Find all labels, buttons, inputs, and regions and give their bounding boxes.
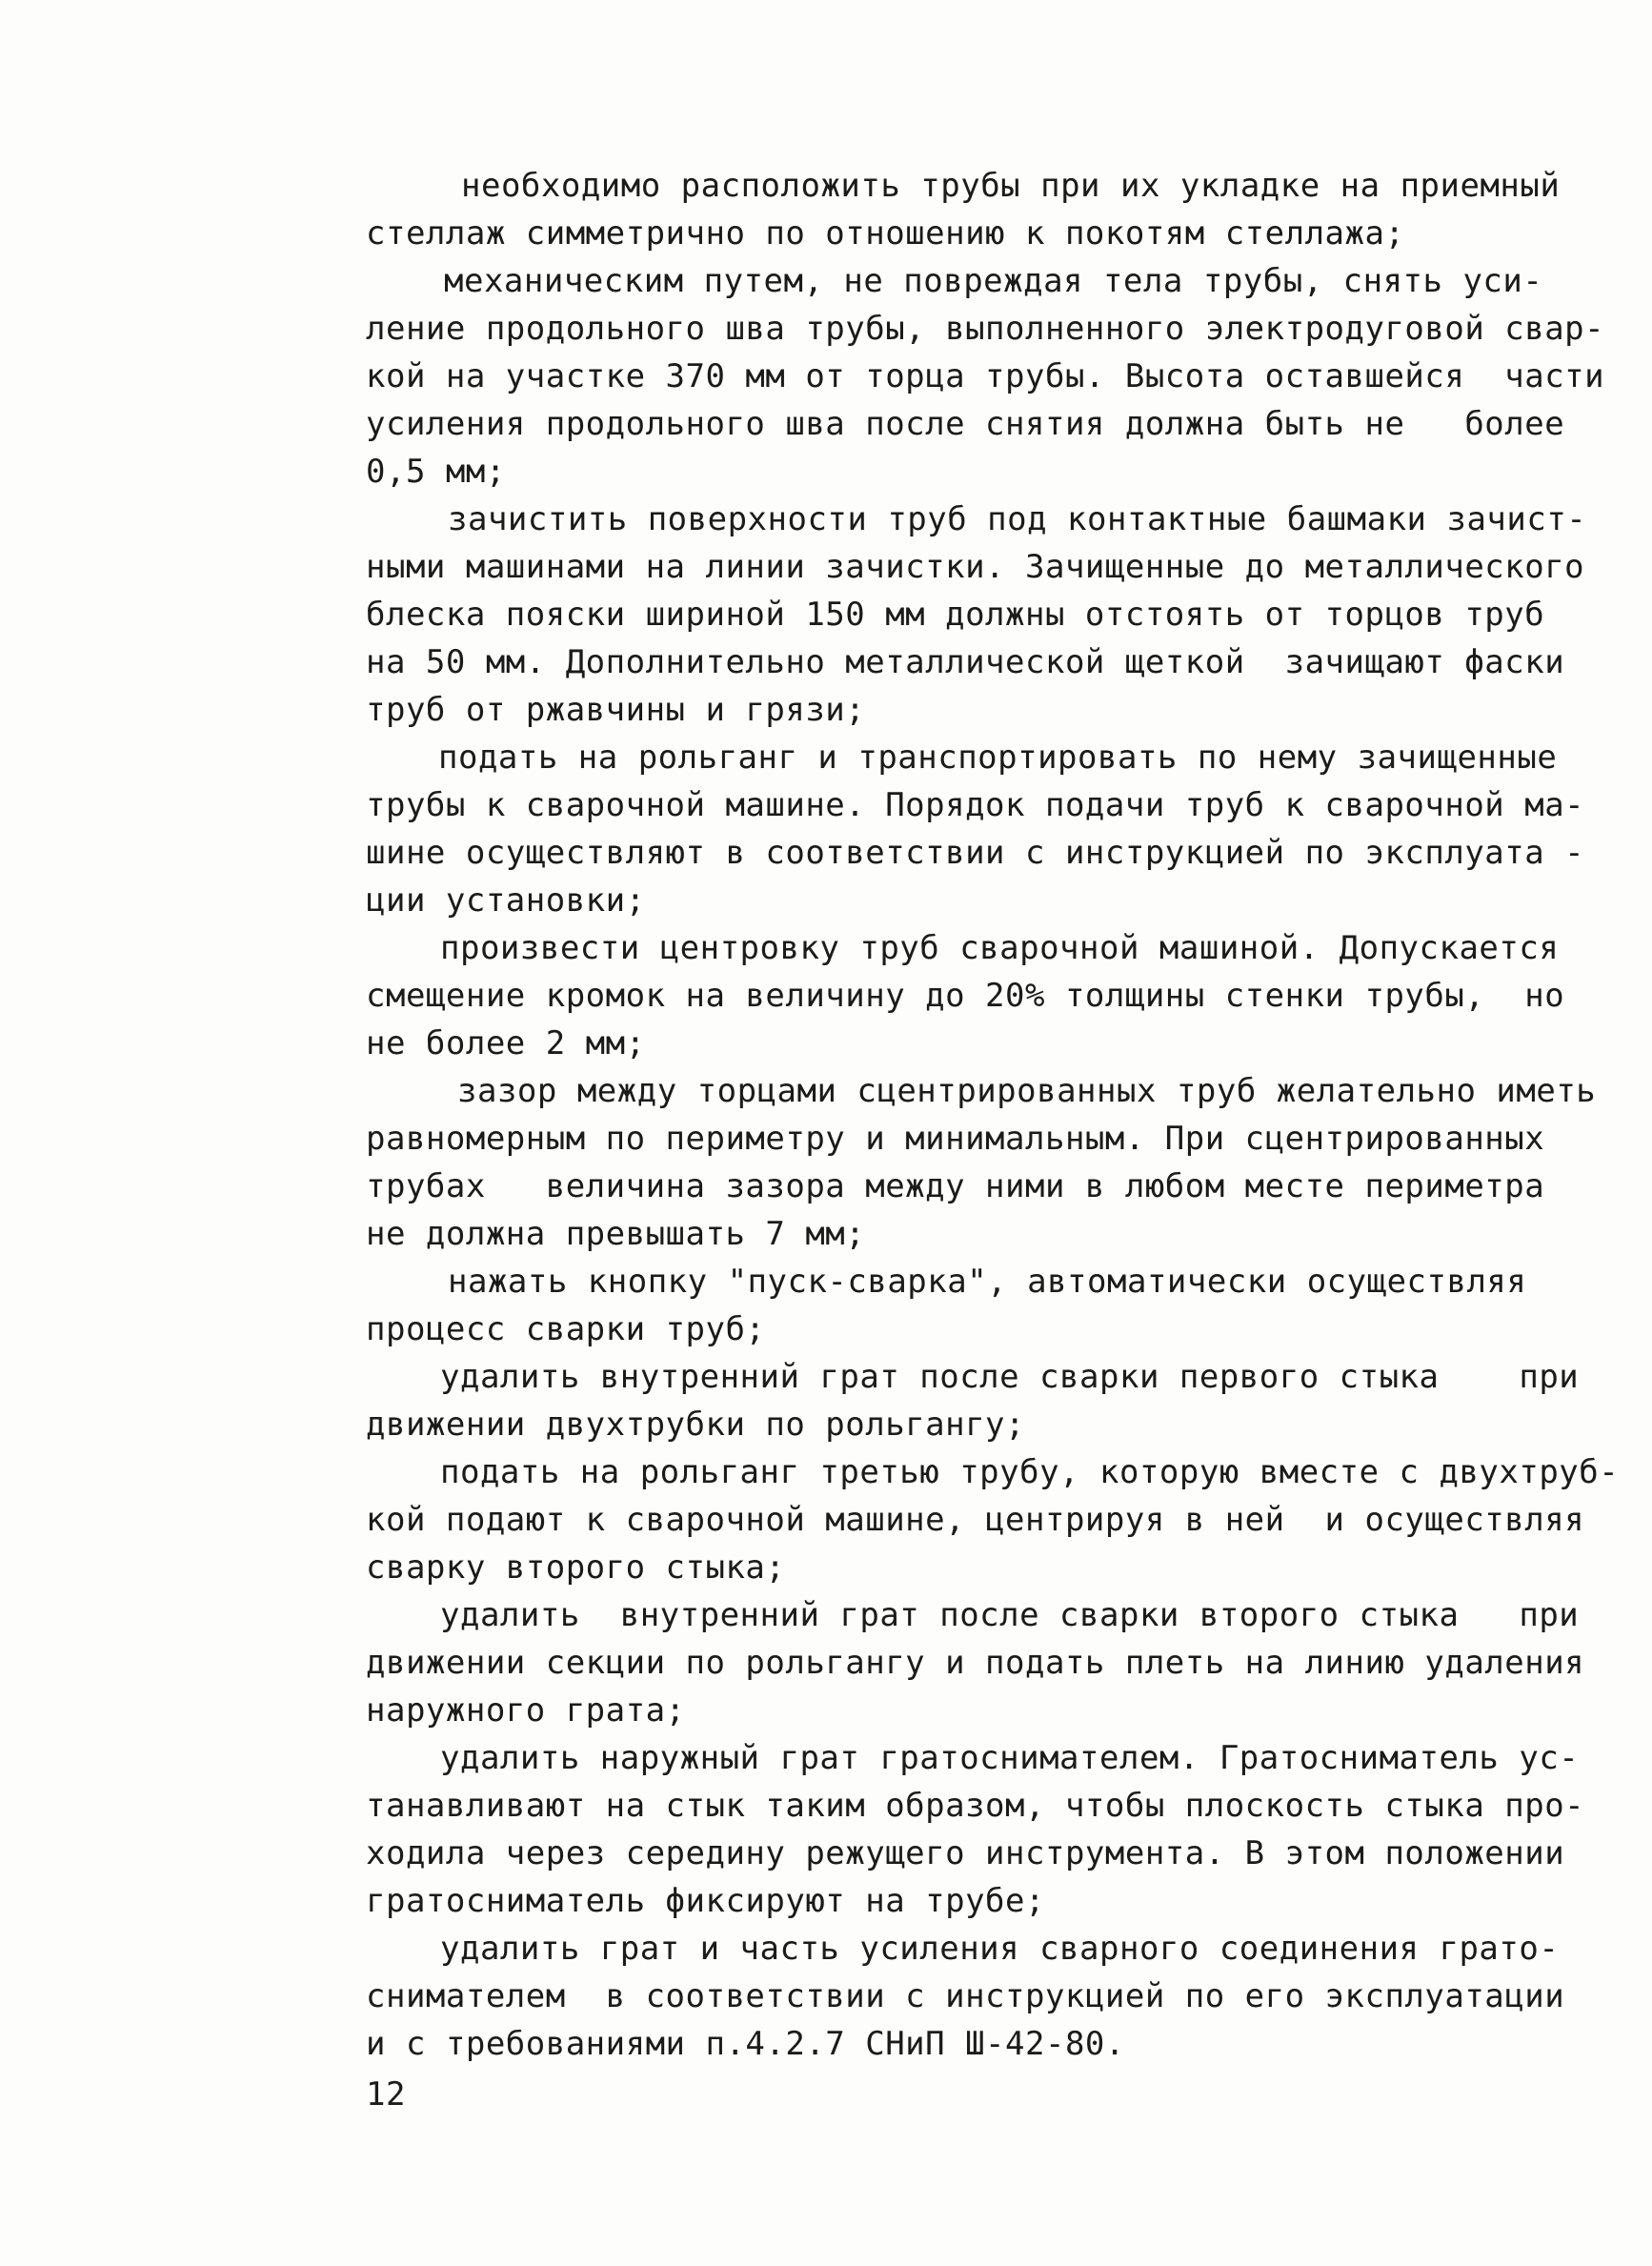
- text-line: смещение кромок на величину до 20% толщины стенки трубы, но: [366, 977, 1565, 1015]
- text-line: подать на рольганг третью трубу, которую вместе с двухтруб-: [440, 1453, 1620, 1491]
- text-line: усиления продольного шва после снятия должна быть не более: [366, 405, 1565, 443]
- text-line: необходимо расположить трубы при их укладке на приемный: [461, 167, 1561, 205]
- text-line: механическим путем, не повреждая тела трубы, снять уси-: [444, 262, 1543, 300]
- text-line: удалить наружный грат гратоснимателем. Гратосниматель ус-: [440, 1739, 1580, 1777]
- text-line: и с требованиями п.4.2.7 СНиП Ш-42-80.: [366, 2025, 1125, 2063]
- text-line: труб от ржавчины и грязи;: [366, 691, 866, 729]
- text-line: снимателем в соответствии с инструкцией по его эксплуатации: [366, 1977, 1565, 2015]
- text-line: блеска пояски шириной 150 мм должны отстоять от торцов труб: [366, 596, 1545, 634]
- text-line: движении двухтрубки по рольгангу;: [366, 1406, 1026, 1444]
- text-line: удалить грат и часть усиления сварного соединения грато-: [440, 1930, 1560, 1968]
- text-line: произвести центровку труб сварочной машиной. Допускается: [440, 929, 1560, 967]
- text-line: ции установки;: [366, 881, 646, 920]
- page-number: 12: [366, 2075, 406, 2114]
- text-line: ными машинами на линии зачистки. Зачищенные до металлического: [366, 548, 1585, 586]
- text-line: удалить внутренний грат после сварки второго стыка при: [440, 1596, 1580, 1634]
- text-line: зачистить поверхности труб под контактные башмаки зачист-: [448, 500, 1587, 538]
- text-line: трубы к сварочной машине. Порядок подачи труб к сварочной ма-: [366, 786, 1585, 824]
- text-line: гратосниматель фиксируют на трубе;: [366, 1882, 1045, 1920]
- text-line: удалить внутренний грат после сварки первого стыка при: [440, 1358, 1580, 1396]
- text-line: трубах величина зазора между ними в любом месте периметра: [366, 1167, 1545, 1205]
- text-line: нажать кнопку "пуск-сварка", автоматически осуществляя: [448, 1263, 1527, 1301]
- text-line: процесс сварки труб;: [366, 1310, 766, 1348]
- text-line: на 50 мм. Дополнительно металлической щеткой зачищают фаски: [366, 643, 1565, 681]
- text-line: стеллаж симметрично по отношению к покотям стеллажа;: [366, 214, 1405, 253]
- text-line: подать на рольганг и транспортировать по нему зачищенные: [438, 738, 1558, 777]
- text-line: не более 2 мм;: [366, 1024, 646, 1062]
- text-line: шине осуществляют в соответствии с инструкцией по эксплуата -: [366, 834, 1585, 872]
- text-line: наружного грата;: [366, 1691, 686, 1730]
- text-line: не должна превышать 7 мм;: [366, 1215, 866, 1253]
- text-line: 0,5 мм;: [366, 453, 506, 491]
- text-line: равномерным по периметру и минимальным. При сцентрированных: [366, 1120, 1545, 1158]
- text-line: движении секции по рольгангу и подать плеть на линию удаления: [366, 1644, 1585, 1682]
- text-line: танавливают на стык таким образом, чтобы плоскость стыка про-: [366, 1787, 1585, 1825]
- text-line: зазор между торцами сцентрированных труб желательно иметь: [457, 1072, 1597, 1110]
- text-line: сварку второго стыка;: [366, 1548, 786, 1587]
- text-line: кой подают к сварочной машине, центрируя в ней и осуществляя: [366, 1501, 1585, 1539]
- text-line: ление продольного шва трубы, выполненного электродуговой свар-: [366, 310, 1605, 348]
- text-line: кой на участке 370 мм от торца трубы. Высота оставшейся части: [366, 357, 1605, 395]
- text-line: ходила через середину режущего инструмента. В этом положении: [366, 1834, 1565, 1872]
